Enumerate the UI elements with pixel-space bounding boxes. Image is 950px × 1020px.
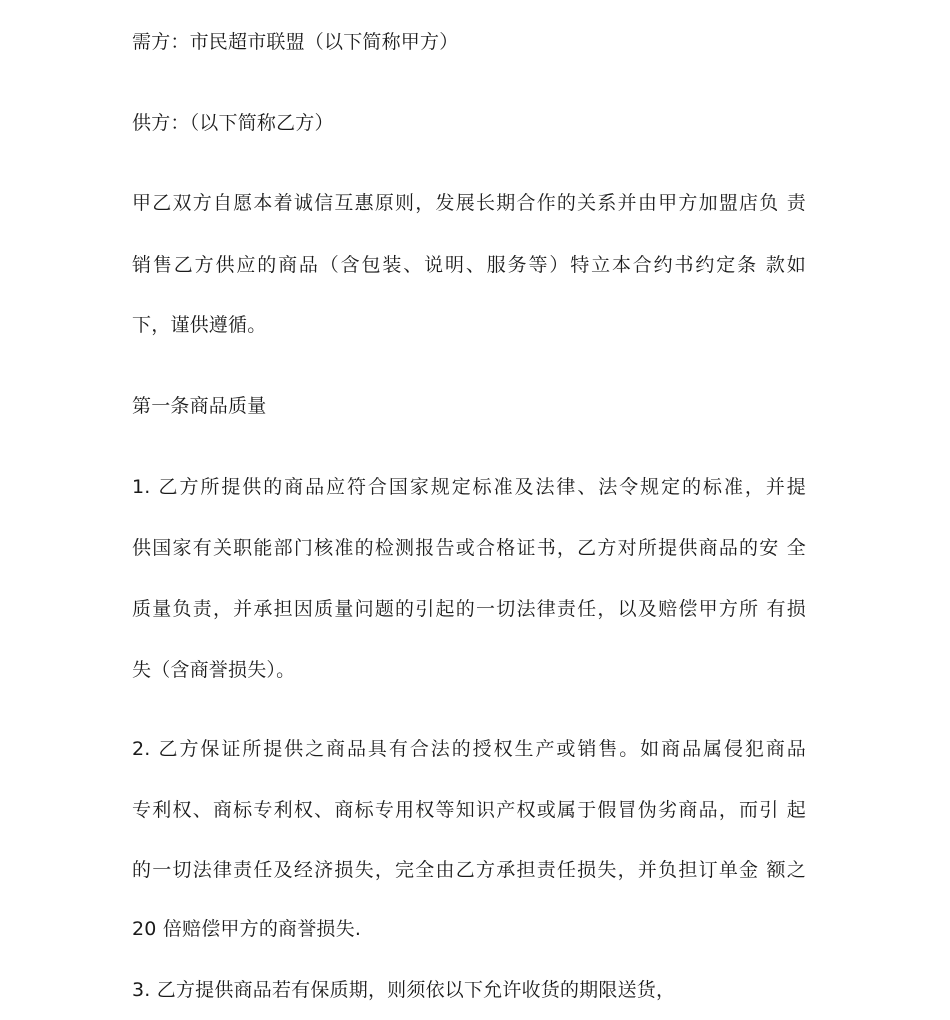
supplier-line: 供方：（以下简称乙方） — [132, 112, 334, 134]
buyer-line: 需方：市民超市联盟（以下简称甲方） — [132, 31, 459, 53]
clause-2-line-3: 的一切法律责任及经济损失，完全由乙方承担责任损失，并负担订单金 额之 — [132, 859, 806, 881]
intro-paragraph-line-1: 甲乙双方自愿本着诚信互惠原则，发展长期合作的关系并由甲方加盟店负 责 — [132, 192, 806, 214]
clause-1-line-4: 失（含商誉损失）。 — [132, 659, 296, 681]
clause-3-line-1: 3. 乙方提供商品若有保质期，则须依以下允许收货的期限送货， — [132, 979, 676, 1001]
intro-paragraph-line-3: 下，谨供遵循。 — [132, 314, 267, 336]
section-heading: 第一条商品质量 — [132, 395, 267, 417]
intro-paragraph-line-2: 销售乙方供应的商品（含包装、说明、服务等）特立本合约书约定条 款如 — [132, 254, 806, 276]
clause-2-line-2: 专利权、商标专利权、商标专用权等知识产权或属于假冒伪劣商品，而引 起 — [132, 799, 806, 821]
clause-2-line-1: 2. 乙方保证所提供之商品具有合法的授权生产或销售。如商品属侵犯商品 — [132, 738, 806, 760]
clause-1-line-1: 1. 乙方所提供的商品应符合国家规定标准及法律、法令规定的标准，并提 — [132, 476, 806, 498]
clause-1-line-2: 供国家有关职能部门核准的检测报告或合格证书，乙方对所提供商品的安 全 — [132, 537, 806, 559]
clause-2-line-4: 20 倍赔偿甲方的商誉损失. — [132, 918, 362, 940]
clause-1-line-3: 质量负责，并承担因质量问题的引起的一切法律责任，以及赔偿甲方所 有损 — [132, 598, 806, 620]
